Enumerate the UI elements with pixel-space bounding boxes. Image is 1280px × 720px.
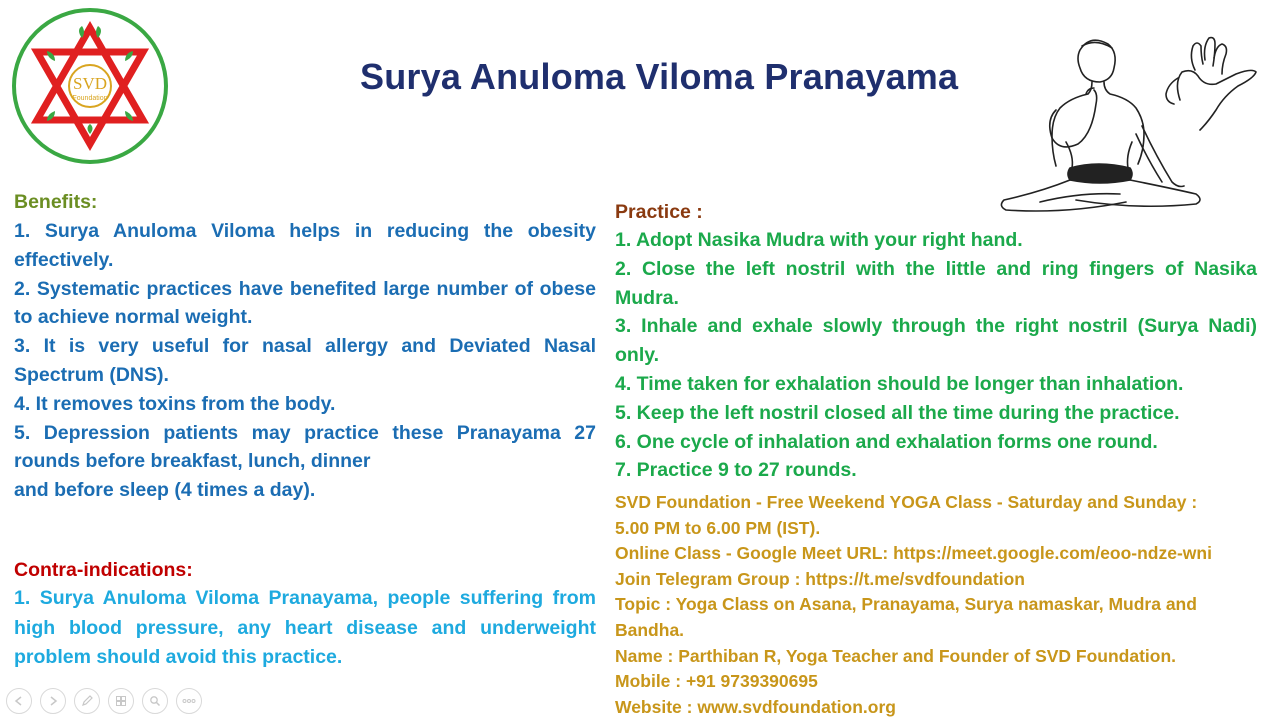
benefit-item: 5. Depression patients may practice these Pranayama 27 rounds before breakfast, lunch, dinner (14, 421, 596, 473)
class-info (615, 490, 1265, 720)
more-icon[interactable] (176, 688, 202, 714)
practice-item: 2. Close the left nostril with the little and ring fingers of Nasika Mudra. (615, 257, 1257, 309)
info-line-time: 5.00 PM to 6.00 PM (IST). (615, 517, 821, 538)
svd-foundation-logo (10, 6, 170, 166)
practice-item: 5. Keep the left nostril closed all the time during the practice. (615, 401, 1180, 424)
benefit-item: 1. Surya Anuloma Viloma helps in reducing the obesity effectively. (14, 220, 596, 271)
info-line-telegram: Join Telegram Group : https://t.me/svdfoundation (615, 568, 1025, 589)
benefit-item: 4. It removes toxins from the body. (14, 392, 336, 415)
logo-text-foundation: Foundation (72, 95, 108, 102)
benefit-item: 3. It is very useful for nasal allergy and Deviated Nasal Spectrum (DNS). (14, 335, 596, 386)
practice-heading: Practice : (615, 201, 703, 223)
practice-item: 7. Practice 9 to 27 rounds. (615, 459, 857, 482)
slideshow-toolbar (6, 688, 202, 714)
contra-indications-heading: Contra-indications: (14, 559, 193, 581)
zoom-icon[interactable] (142, 688, 168, 714)
info-line-website: Website : www.svdfoundation.org (615, 696, 896, 717)
benefit-item: and before sleep (4 times a day). (14, 479, 316, 502)
info-line-mobile: Mobile : +91 9739390695 (615, 671, 818, 692)
contra-indications-text: 1. Surya Anuloma Viloma Pranayama, people suffering from high blood pressure, any heart disease and underweight problem should avoid this practice. (14, 587, 596, 668)
info-line-topic: Topic : Yoga Class on Asana, Pranayama, Surya namaskar, Mudra and (615, 594, 1197, 615)
info-line-topic-cont: Bandha. (615, 619, 685, 640)
benefit-item: 2. Systematic practices have benefited large number of obese to achieve normal weight. (14, 277, 596, 329)
benefits-list (14, 217, 596, 505)
yoga-nasika-mudra-illustration (1000, 30, 1270, 220)
benefits-heading: Benefits: (14, 191, 98, 213)
info-line-meet-url: Online Class - Google Meet URL: https://meet.google.com/eoo-ndze-wni (615, 543, 1212, 564)
info-line-name: Name : Parthiban R, Yoga Teacher and Founder of SVD Foundation. (615, 645, 1177, 666)
practice-list (615, 226, 1257, 485)
practice-item: 1. Adopt Nasika Mudra with your right hand. (615, 229, 1023, 251)
logo-text-svd: SVD (72, 74, 108, 93)
practice-item: 4. Time taken for exhalation should be longer than inhalation. (615, 372, 1184, 395)
info-line-schedule: SVD Foundation - Free Weekend YOGA Class - Saturday and Sunday : (615, 492, 1198, 512)
slides-icon[interactable] (108, 688, 134, 714)
next-icon[interactable] (40, 688, 66, 714)
practice-item: 3. Inhale and exhale slowly through the right nostril (Surya Nadi) only. (615, 315, 1257, 367)
practice-item: 6. One cycle of inhalation and exhalation forms one round. (615, 430, 1158, 453)
pen-icon[interactable] (74, 688, 100, 714)
page-title: Surya Anuloma Viloma Pranayama (360, 56, 959, 97)
previous-icon[interactable] (6, 688, 32, 714)
